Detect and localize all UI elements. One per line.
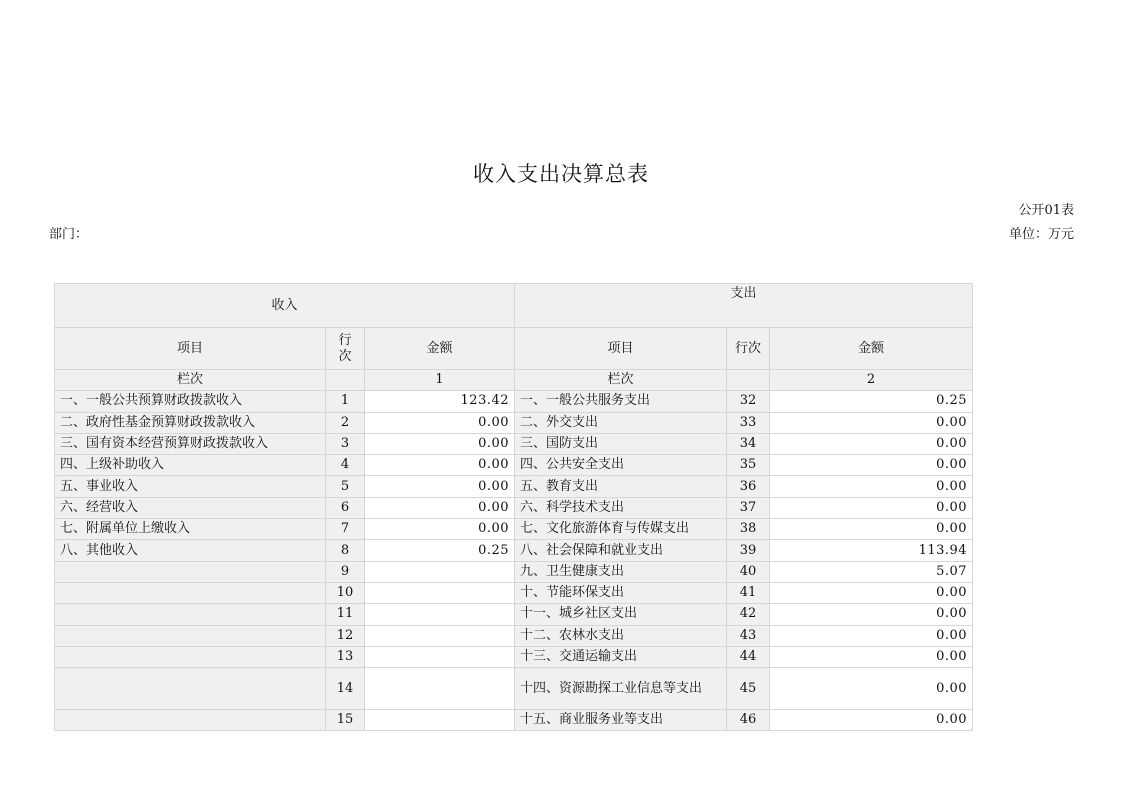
income-item-cell xyxy=(55,582,326,603)
expense-item-cell: 六、科学技术支出 xyxy=(515,497,727,518)
expense-item-header: 项目 xyxy=(515,328,727,370)
income-item-cell: 一、一般公共预算财政拨款收入 xyxy=(55,391,326,412)
expense-amount-cell: 0.00 xyxy=(770,455,973,476)
income-item-cell: 五、事业收入 xyxy=(55,476,326,497)
form-code: 公开01表 xyxy=(1018,203,1074,218)
income-amount-cell xyxy=(365,582,515,603)
income-column-no-empty xyxy=(326,370,365,391)
expense-row-no-cell: 40 xyxy=(727,561,770,582)
table-row xyxy=(55,582,973,603)
expense-row-no-cell: 33 xyxy=(727,412,770,433)
income-item-cell: 三、国有资本经营预算财政拨款收入 xyxy=(55,433,326,454)
income-item-cell: 六、经营收入 xyxy=(55,497,326,518)
expense-amount-cell: 0.00 xyxy=(770,433,973,454)
table-row xyxy=(55,433,973,454)
income-column-no-label: 栏次 xyxy=(55,370,326,391)
table-row xyxy=(55,540,973,561)
expense-row-no-cell: 38 xyxy=(727,519,770,540)
income-row-no-cell: 3 xyxy=(326,433,365,454)
income-expense-table xyxy=(54,283,973,731)
income-item-cell: 四、上级补助收入 xyxy=(55,455,326,476)
income-row-no-cell: 12 xyxy=(326,625,365,646)
income-row-no-cell: 1 xyxy=(326,391,365,412)
expense-row-no-cell: 39 xyxy=(727,540,770,561)
table-row xyxy=(55,668,973,710)
income-row-no-header xyxy=(326,328,365,370)
expense-item-cell: 十四、资源勘探工业信息等支出 xyxy=(515,668,727,710)
income-amount-cell xyxy=(365,625,515,646)
expense-amount-cell: 0.00 xyxy=(770,497,973,518)
income-amount-cell: 0.00 xyxy=(365,476,515,497)
expense-item-cell: 十五、商业服务业等支出 xyxy=(515,710,727,731)
income-row-no-cell: 9 xyxy=(326,561,365,582)
expense-item-cell: 十、节能环保支出 xyxy=(515,582,727,603)
expense-row-no-cell: 36 xyxy=(727,476,770,497)
expense-row-no-cell: 41 xyxy=(727,582,770,603)
income-row-no-cell: 13 xyxy=(326,646,365,667)
expense-amount-cell: 0.00 xyxy=(770,646,973,667)
income-amount-cell xyxy=(365,604,515,625)
expense-amount-cell: 0.00 xyxy=(770,582,973,603)
expense-row-no-header: 行次 xyxy=(727,328,770,370)
expense-row-no-cell: 34 xyxy=(727,433,770,454)
income-item-cell xyxy=(55,668,326,710)
expense-row-no-cell: 42 xyxy=(727,604,770,625)
income-item-header: 项目 xyxy=(55,328,326,370)
table-row xyxy=(55,604,973,625)
department-label: 部门： xyxy=(49,227,89,242)
income-item-cell xyxy=(55,710,326,731)
income-row-no-cell: 7 xyxy=(326,519,365,540)
income-amount-cell: 123.42 xyxy=(365,391,515,412)
table-row xyxy=(55,476,973,497)
income-header: 收入 xyxy=(55,284,515,328)
expense-row-no-cell: 35 xyxy=(727,455,770,476)
table-row xyxy=(55,497,973,518)
income-row-no-cell: 10 xyxy=(326,582,365,603)
income-row-no-cell: 8 xyxy=(326,540,365,561)
table-row xyxy=(55,710,973,731)
income-amount-cell xyxy=(365,710,515,731)
income-row-no-cell: 2 xyxy=(326,412,365,433)
expense-item-cell: 十三、交通运输支出 xyxy=(515,646,727,667)
expense-item-cell: 十二、农林水支出 xyxy=(515,625,727,646)
income-amount-cell: 0.00 xyxy=(365,412,515,433)
income-amount-cell: 0.00 xyxy=(365,433,515,454)
expense-amount-cell: 0.00 xyxy=(770,604,973,625)
expense-amount-cell: 0.00 xyxy=(770,625,973,646)
expense-column-number: 2 xyxy=(770,370,973,391)
expense-amount-cell: 0.00 xyxy=(770,710,973,731)
row-no-header-line2: 次 xyxy=(338,348,352,364)
income-item-cell xyxy=(55,604,326,625)
income-item-cell: 八、其他收入 xyxy=(55,540,326,561)
expense-amount-header: 金额 xyxy=(770,328,973,370)
expense-column-no-empty xyxy=(727,370,770,391)
income-amount-cell xyxy=(365,561,515,582)
income-row-no-cell: 5 xyxy=(326,476,365,497)
expense-item-cell: 七、文化旅游体育与传媒支出 xyxy=(515,519,727,540)
income-row-no-cell: 14 xyxy=(326,668,365,710)
income-amount-cell: 0.00 xyxy=(365,519,515,540)
expense-amount-cell: 0.00 xyxy=(770,519,973,540)
income-item-cell xyxy=(55,561,326,582)
table-row xyxy=(55,391,973,412)
table-row xyxy=(55,625,973,646)
expense-item-cell: 四、公共安全支出 xyxy=(515,455,727,476)
expense-item-cell: 二、外交支出 xyxy=(515,412,727,433)
income-item-cell xyxy=(55,625,326,646)
expense-column-no-label: 栏次 xyxy=(515,370,727,391)
table-row xyxy=(55,412,973,433)
row-no-header-line1: 行 xyxy=(338,332,352,348)
expense-amount-cell: 113.94 xyxy=(770,540,973,561)
expense-amount-cell: 0.00 xyxy=(770,476,973,497)
expense-row-no-cell: 45 xyxy=(727,668,770,710)
expense-row-no-cell: 44 xyxy=(727,646,770,667)
income-row-no-cell: 4 xyxy=(326,455,365,476)
income-amount-cell xyxy=(365,668,515,710)
expense-item-cell: 五、教育支出 xyxy=(515,476,727,497)
expense-item-cell: 三、国防支出 xyxy=(515,433,727,454)
expense-amount-cell: 0.25 xyxy=(770,391,973,412)
income-row-no-cell: 15 xyxy=(326,710,365,731)
expense-header: 支出 xyxy=(515,284,973,328)
income-row-no-cell: 11 xyxy=(326,604,365,625)
income-amount-cell: 0.00 xyxy=(365,497,515,518)
expense-amount-cell: 0.00 xyxy=(770,412,973,433)
income-amount-header: 金额 xyxy=(365,328,515,370)
table-row xyxy=(55,561,973,582)
table-row xyxy=(55,646,973,667)
expense-row-no-cell: 37 xyxy=(727,497,770,518)
expense-item-cell: 一、一般公共服务支出 xyxy=(515,391,727,412)
expense-row-no-cell: 32 xyxy=(727,391,770,412)
table-row xyxy=(55,455,973,476)
expense-item-cell: 十一、城乡社区支出 xyxy=(515,604,727,625)
income-item-cell: 二、政府性基金预算财政拨款收入 xyxy=(55,412,326,433)
income-column-number: 1 xyxy=(365,370,515,391)
expense-amount-cell: 0.00 xyxy=(770,668,973,710)
expense-row-no-cell: 46 xyxy=(727,710,770,731)
unit-label: 单位：万元 xyxy=(1008,227,1074,242)
table-row xyxy=(55,519,973,540)
income-item-cell xyxy=(55,646,326,667)
income-row-no-cell: 6 xyxy=(326,497,365,518)
expense-item-cell: 八、社会保障和就业支出 xyxy=(515,540,727,561)
income-amount-cell: 0.00 xyxy=(365,455,515,476)
income-item-cell: 七、附属单位上缴收入 xyxy=(55,519,326,540)
page-title: 收入支出决算总表 xyxy=(473,162,649,186)
expense-item-cell: 九、卫生健康支出 xyxy=(515,561,727,582)
expense-amount-cell: 5.07 xyxy=(770,561,973,582)
income-amount-cell: 0.25 xyxy=(365,540,515,561)
expense-row-no-cell: 43 xyxy=(727,625,770,646)
income-amount-cell xyxy=(365,646,515,667)
